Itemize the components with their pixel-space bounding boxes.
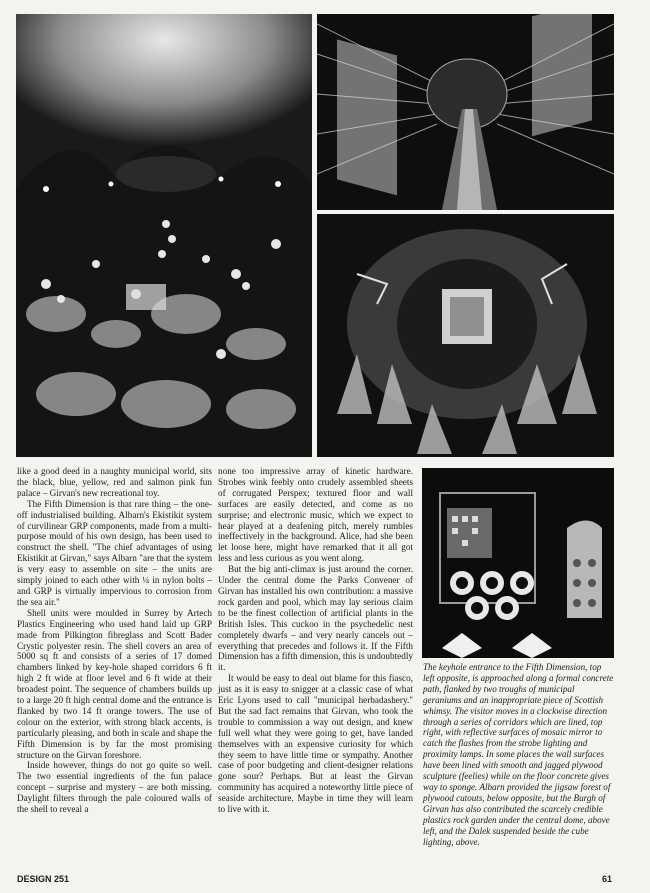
article-column-2	[218, 466, 413, 815]
paragraph: like a good deed in a naughty municipal world, sits the black, blue, yellow, red and salmon pink fun palace – Girvan's new recreational toy.	[17, 466, 212, 498]
rock-garden-photo	[16, 14, 312, 457]
paragraph: none too impressive array of kinetic hardware. Strobes wink feebly onto crudely assembled sheets of corrugated Perspex; textured floor and wall surfaces are easily detected, and come as no surprise; and electronic music, which we expect to hear played at a deafening pitch, merely rumbles ineffectively in the background. Alice, had she been let loose here, might have remarked that it all got less and less curious as you went along.	[218, 466, 413, 564]
mirror-corridor-photo	[317, 14, 614, 210]
paragraph: Shell units were moulded in Surrey by Artech Plastics Engineering who used hand laid up GRP made from Pilkington fibreglass and Scott Bader Crystic polyester resin. The shell covers an area of 5000 sq ft and consists of a series of 17 domed chambers linked by key-hole shaped corridors 6 ft high 2 ft wide at floor level and 6 ft wide at their broadest point. The sequence of chambers builds up to a large 20 ft high central dome and the entrance is flanked by two 14 ft orange towers. The use of colour on the exterior, with strong black accents, is particularly pleasing, and both in scale and shape the Fifth Dimension is by far the most promising structure on the Girvan foreshore.	[17, 607, 212, 760]
photo-caption: The keyhole entrance to the Fifth Dimension, top left opposite, is approached along a formal concrete path, flanked by two troughs of municipal geraniums and an inappropriate piece of Scottish whimsy. The visitor moves in a clockwise direction through a series of corridors which are lined, top right, with reflective surfaces of mosaic mirror to catch the flashes from the strobe lighting and proximity lamps. In some places the wall surfaces have been lined with smooth and jagged plywood sculpture (feelies) while on the floor concrete gives way to sponge. Albarn provided the jigsaw forest of plywood cutouts, below opposite, but the Burgh of Girvan has also contributed the scarcely credible plastics rock garden under the central dome, above left, and the Dalek suspended beside the cube lighting, above.	[423, 662, 614, 847]
paragraph: It would be easy to deal out blame for this fiasco, just as it is easy to snigger at a classic case of what Eric Lyons used to call "municipal herbadashery." But the sad fact remains that Girvan, who took the trouble to commission a way out design, and knew full well what they were going to get, have landed themselves with an expensive curiosity for which they seem to have little time or sympathy. Another case of poor budgeting and client-designer relations gone sour? Perhaps. But at least the Girvan community has acquired a noteworthy little piece of seaside architecture. Maybe in time they will learn to live with it.	[218, 673, 413, 815]
paragraph: But the big anti-climax is just around the corner. Under the central dome the Parks Convener of Girvan has installed his own contribution: a massive rock garden and pool, which may lay serious claim to be the finest collection of artificial plants in the British Isles. This cuckoo in the psychedelic nest completely dwarfs – and very nearly cancels out – everything that precedes and follows it. If the Fifth Dimension has a fifth dimension, this is undoubtedly it.	[218, 564, 413, 673]
magazine-issue-label: DESIGN 251	[17, 874, 70, 884]
page-number: 61	[602, 874, 613, 884]
article-column-1	[17, 466, 212, 815]
paragraph: Inside however, things do not go quite so well. The two essential ingredients of the fun palace concept – surprise and mystery – are both missing. Daylight filters through the pale coloured walls of the shell to reveal a	[17, 760, 212, 815]
plywood-forest-photo	[317, 214, 614, 457]
dalek-cube-lighting-photo	[422, 468, 614, 658]
paragraph: The Fifth Dimension is that rare thing – the one-off industrialised building. Albarn's Ekistikit system of curvilinear GRP components, made from a multi-purpose mould of his own design, has been used to construct the shell. "The chief advantages of using Ekistikit at Girvan," says Albarn "are that the system is very easy to assemble on site – the units are simply joined to each other with ¼ in nylon bolts – and GRP is virtually impervious to corrosion from the sea air."	[17, 498, 212, 607]
